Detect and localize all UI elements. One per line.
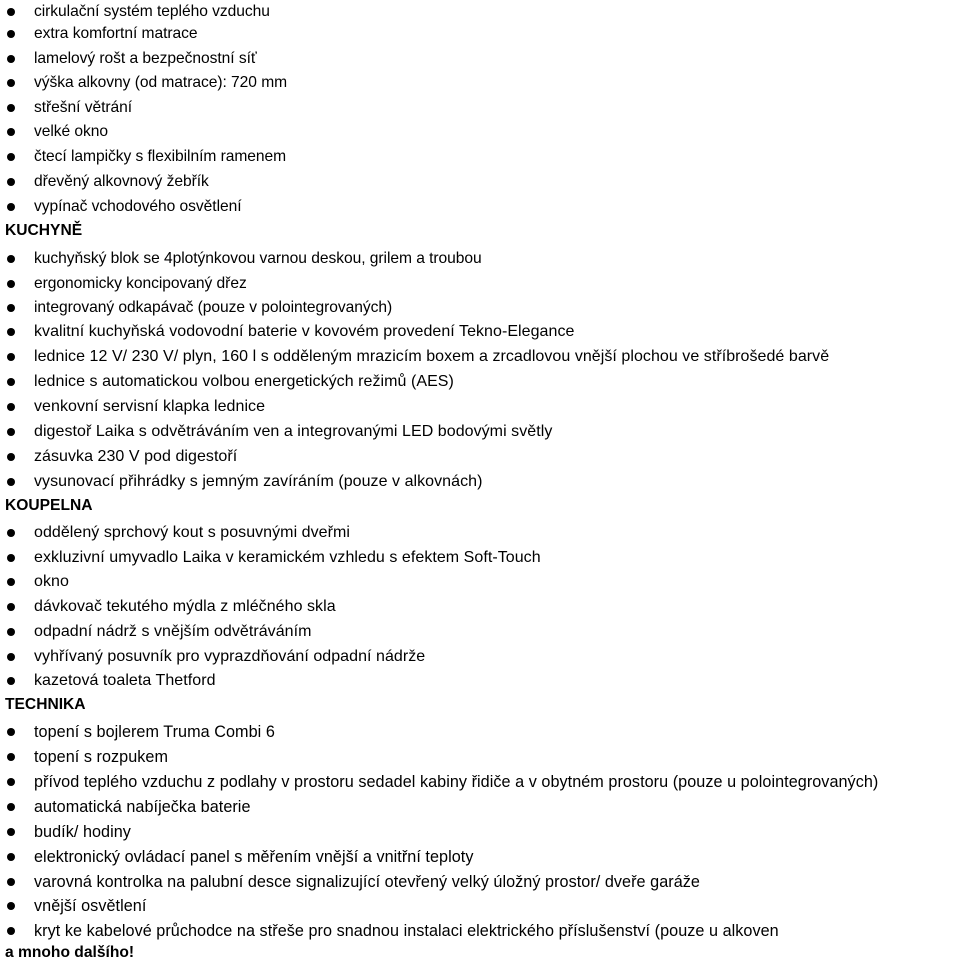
list-item-text: výška alkovny (od matrace): 720 mm (34, 74, 288, 91)
list-item-text: lednice s automatickou volbou energetických režimů (AES) (34, 373, 454, 390)
list-item-text: extra komfortní matrace (34, 25, 198, 42)
bullet-icon (7, 653, 15, 661)
list-item-text: varovná kontrolka na palubní desce signalizující otevřený velký úložný prostor/ dveře garáže (34, 873, 700, 891)
bullet-icon (7, 453, 15, 461)
bullet-icon (7, 728, 15, 736)
bullet-icon (7, 55, 15, 63)
list-item-text: okno (34, 573, 69, 590)
list-item-text: vypínač vchodového osvětlení (34, 198, 242, 215)
bullet-icon (7, 128, 15, 136)
bullet-icon (7, 778, 15, 786)
list-item-text: venkovní servisní klapka lednice (34, 398, 266, 415)
list-item-text: odpadní nádrž s vnějším odvětráváním (34, 623, 312, 640)
list-item-text: lednice 12 V/ 230 V/ plyn, 160 l s odděleným mrazicím boxem a zrcadlovou vnější plochou ve stříbrošedé barvě (34, 348, 830, 365)
bullet-icon (7, 79, 15, 87)
bullet-icon (7, 677, 15, 685)
list-item-text: kvalitní kuchyňská vodovodní baterie v kovovém provedení Tekno-Elegance (34, 323, 575, 340)
bullet-icon (7, 378, 15, 386)
list-item-text: digestoř Laika s odvětráváním ven a integrovanými LED bodovými světly (34, 423, 553, 440)
bullet-icon (7, 255, 15, 263)
list-item-text: vysunovací přihrádky s jemným zavíráním (pouze v alkovnách) (34, 473, 483, 490)
bullet-icon (7, 603, 15, 611)
list-item-text: topení s rozpukem (34, 748, 169, 766)
footer-note: a mnoho dalšího! (5, 944, 135, 961)
bullet-icon (7, 578, 15, 586)
list-item-text: dřevěný alkovnový žebřík (34, 173, 209, 190)
list-item-text: přívod teplého vzduchu z podlahy v prostoru sedadel kabiny řidiče a v obytném prostoru (pouze u polointegrovaných) (34, 773, 879, 791)
bullet-icon (7, 280, 15, 288)
bullet-icon (7, 104, 15, 112)
list-item-text: oddělený sprchový kout s posuvnými dveřmi (34, 524, 350, 541)
list-item-text: automatická nabíječka baterie (34, 798, 251, 816)
list-item-text: dávkovač tekutého mýdla z mléčného skla (34, 598, 336, 615)
bullet-icon (7, 178, 15, 186)
heading-text: KOUPELNA (5, 497, 93, 514)
heading-text: KUCHYNĚ (5, 222, 83, 239)
list-item-text: čtecí lampičky s flexibilním ramenem (34, 148, 287, 165)
list-item-text: velké okno (34, 123, 109, 140)
bullet-icon (7, 828, 15, 836)
bullet-icon (7, 878, 15, 886)
list-item-text: cirkulační systém teplého vzduchu (34, 3, 270, 20)
bullet-icon (7, 328, 15, 336)
list-item-text: kazetová toaleta Thetford (34, 672, 216, 689)
list-item-text: střešní větrání (34, 99, 133, 116)
list-item-text: kryt ke kabelové průchodce na střeše pro snadnou instalaci elektrického příslušenství (pouze u alkoven (34, 922, 779, 940)
bullet-icon (7, 927, 15, 935)
bullet-icon (7, 353, 15, 361)
bullet-icon (7, 753, 15, 761)
heading-text: TECHNIKA (5, 696, 86, 713)
list-item-text: integrovaný odkapávač (pouze v polointegrovaných) (34, 299, 393, 316)
list-item-text: lamelový rošt a bezpečnostní síť (34, 50, 257, 67)
bullet-icon (7, 30, 15, 38)
list-item-text: vyhřívaný posuvník pro vyprazdňování odpadní nádrže (34, 648, 426, 665)
list-item-text: vnější osvětlení (34, 897, 147, 915)
bullet-icon (7, 304, 15, 312)
bullet-icon (7, 628, 15, 636)
list-item-text: budík/ hodiny (34, 823, 131, 841)
bullet-icon (7, 478, 15, 486)
bullet-icon (7, 803, 15, 811)
list-item-text: zásuvka 230 V pod digestoří (34, 448, 238, 465)
bullet-icon (7, 8, 15, 16)
list-item-text: kuchyňský blok se 4plotýnkovou varnou deskou, grilem a troubou (34, 250, 482, 267)
list-item-text: ergonomicky koncipovaný dřez (34, 275, 247, 292)
bullet-icon (7, 529, 15, 537)
bullet-icon (7, 428, 15, 436)
list-item-text: elektronický ovládací panel s měřením vnější a vnitřní teploty (34, 848, 474, 866)
bullet-icon (7, 153, 15, 161)
bullet-icon (7, 902, 15, 910)
list-item-text: exkluzivní umyvadlo Laika v keramickém vzhledu s efektem Soft-Touch (34, 549, 541, 566)
bullet-icon (7, 203, 15, 211)
list-item-text: topení s bojlerem Truma Combi 6 (34, 723, 275, 741)
bullet-icon (7, 403, 15, 411)
bullet-icon (7, 853, 15, 861)
bullet-icon (7, 554, 15, 562)
